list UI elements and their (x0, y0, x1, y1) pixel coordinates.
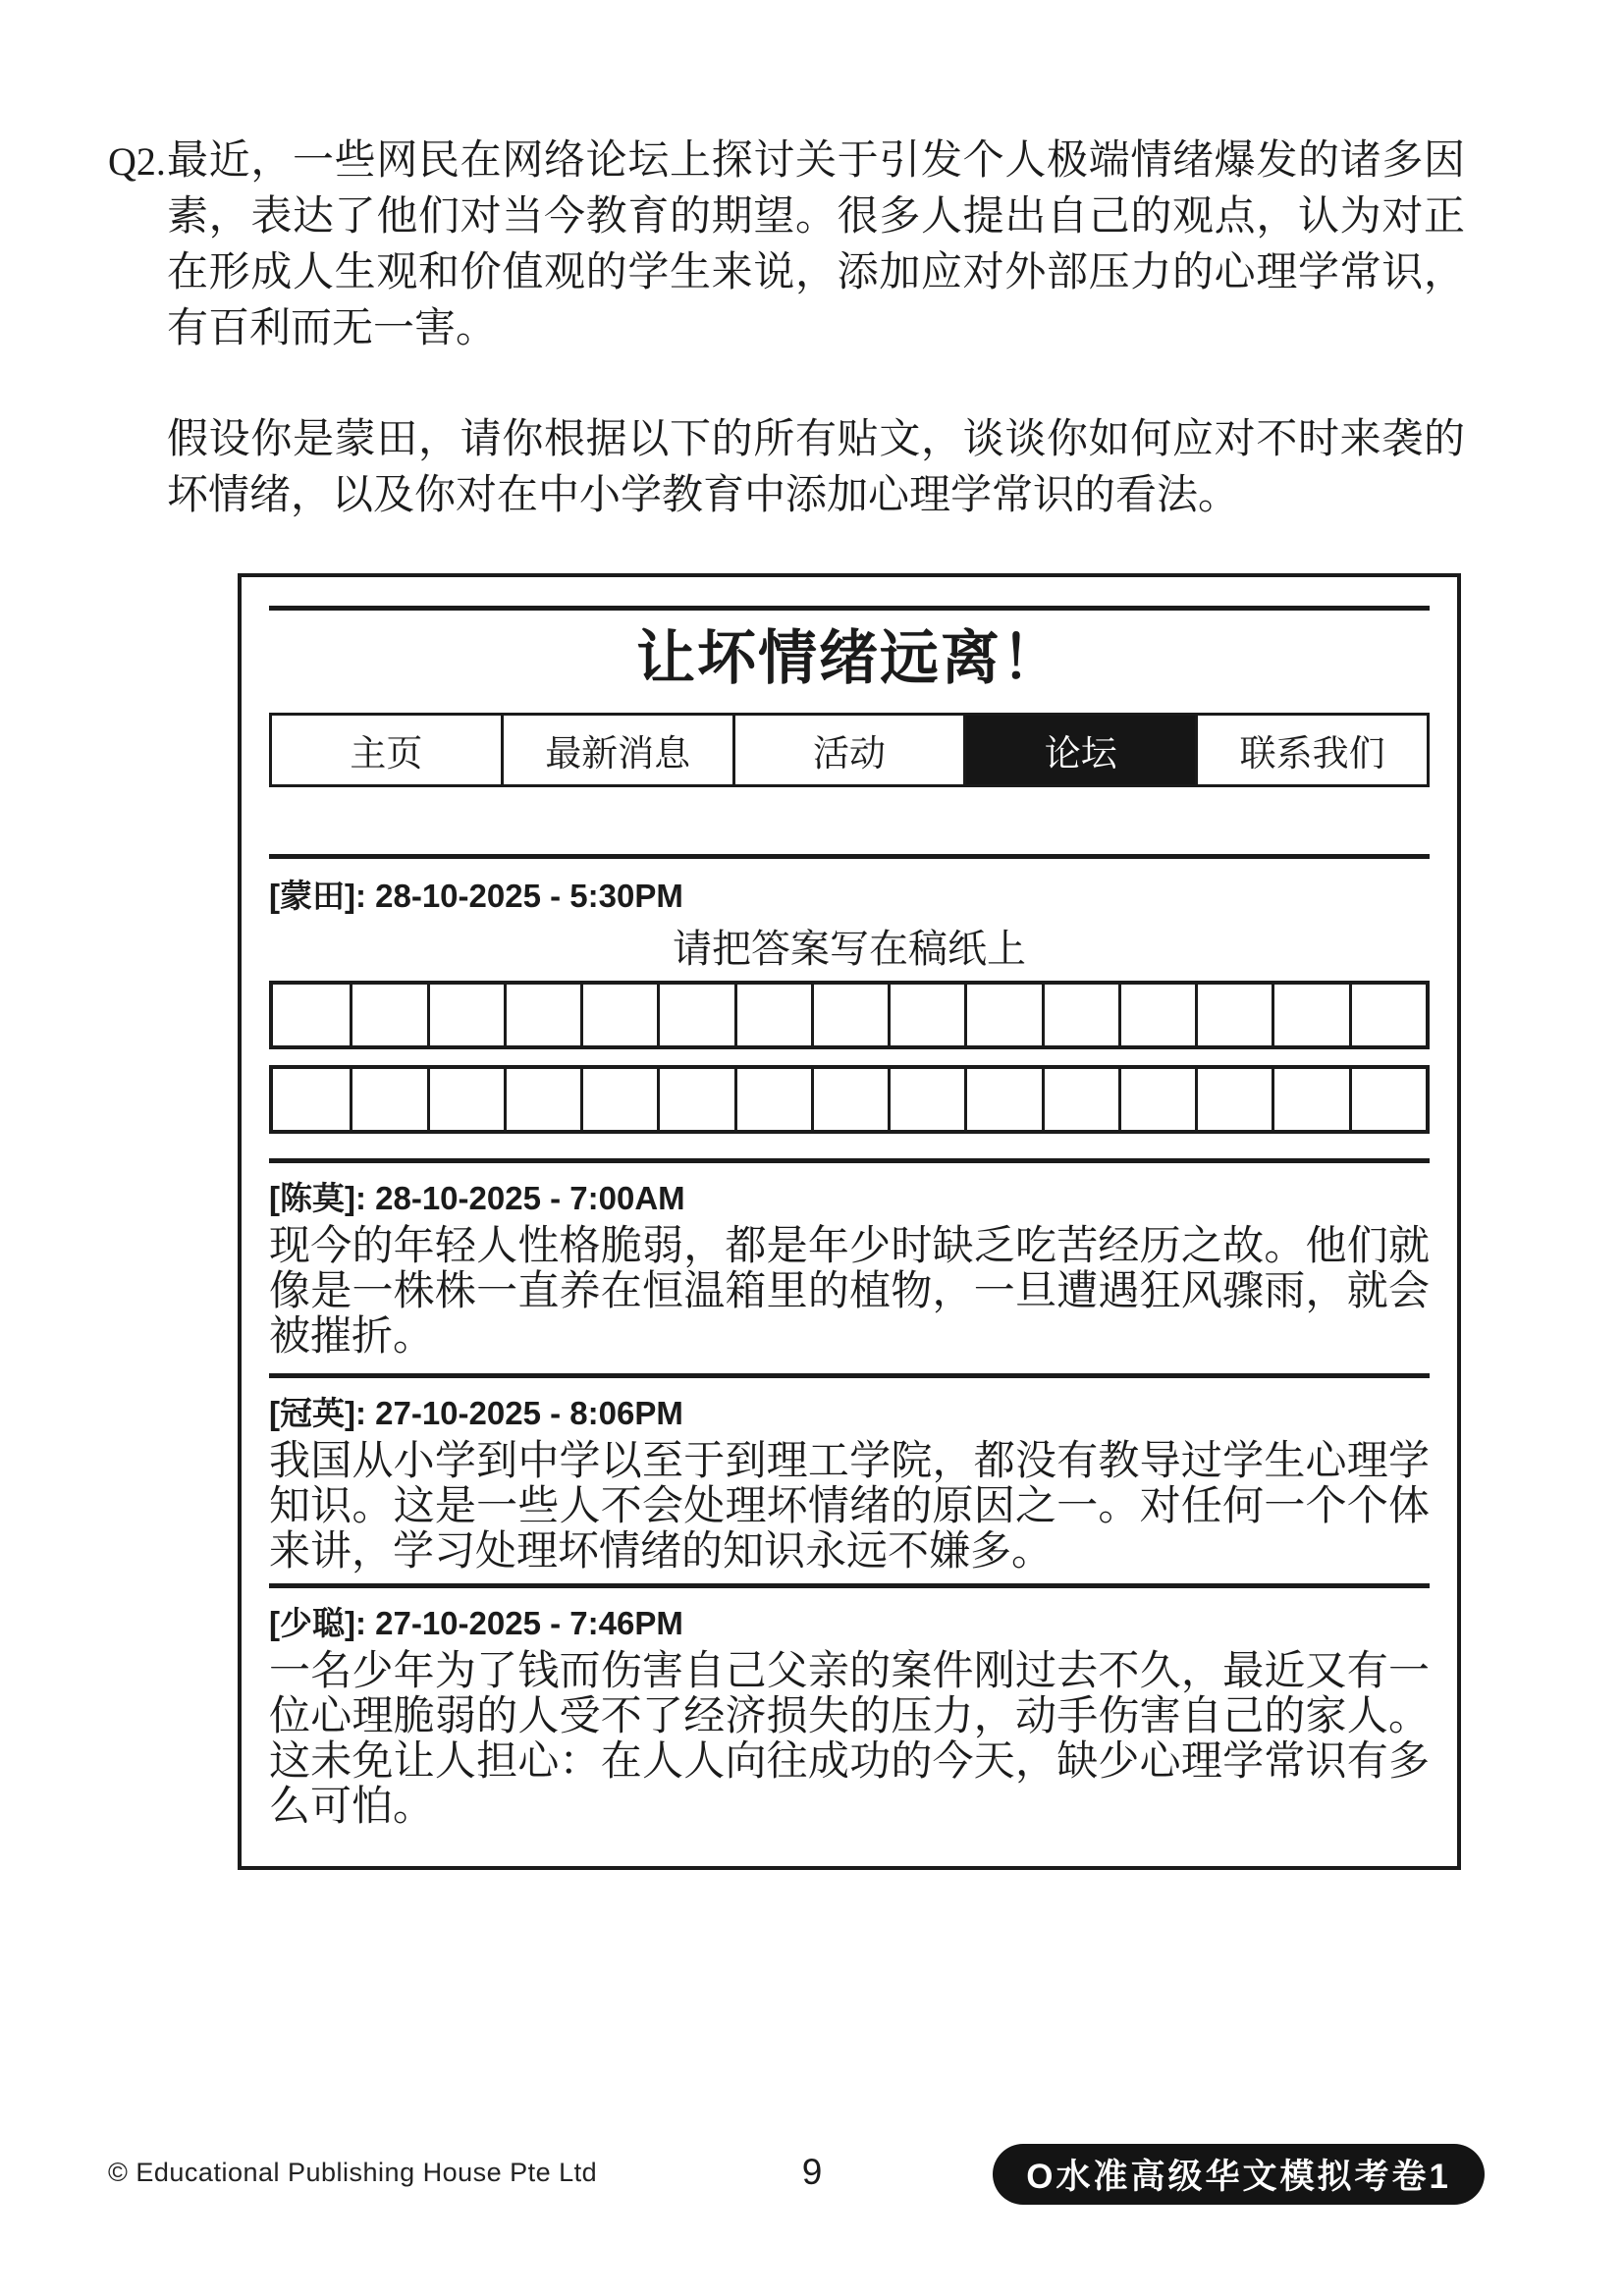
answer-cell (657, 1069, 733, 1130)
question-paragraph-1: 最近，一些网民在网络论坛上探讨关于引发个人极端情绪爆发的诸多因素，表达了他们对当今教育的期望。很多人提出自己的观点，认为对正在形成人生观和价值观的学生来说，添加应对外部压力的心理学常识，有百利而无一害。 (167, 138, 1465, 351)
edition-badge (993, 2144, 1485, 2205)
post-2-divider (269, 1373, 1430, 1378)
answer-cell (504, 1069, 580, 1130)
post-4-body: 一名少年为了钱而伤害自己父亲的案件刚过去不久，最近又有一位心理脆弱的人受不了经济损失的压力，动手伤害自己的家人。这未免让人担心：在人人向往成功的今天，缺少心理学常识有多么可怕。 (269, 1649, 1430, 1830)
answer-cell (350, 985, 426, 1045)
answer-cell (1042, 1069, 1118, 1130)
post-3-header: [冠英]: 27-10-2025 - 8:06PM (269, 1395, 683, 1431)
question-block (108, 133, 1465, 524)
answer-cell (1118, 1069, 1195, 1130)
question-text (167, 133, 1465, 524)
answer-cell (1349, 985, 1426, 1045)
answer-cell (1272, 1069, 1348, 1130)
answer-cell (580, 985, 657, 1045)
post-2-body: 现今的年轻人性格脆弱，都是年少时缺乏吃苦经历之故。他们就像是一株株一直养在恒温箱里的植物，一旦遭遇狂风骤雨，就会被摧折。 (269, 1224, 1430, 1360)
page-number: 9 (801, 2152, 823, 2192)
edition-badge-label: O水准高级华文模拟考卷1 (1026, 2158, 1451, 2196)
nav-tab-forum-active: 论坛 (963, 716, 1195, 784)
forum-box (238, 573, 1461, 1870)
answer-cell (427, 985, 504, 1045)
answer-cell (964, 985, 1041, 1045)
answer-cell (1042, 985, 1118, 1045)
nav-tab-contact-us: 联系我们 (1195, 716, 1427, 784)
answer-grid-row-2 (269, 1065, 1430, 1134)
post-4-header: [少聪]: 27-10-2025 - 7:46PM (269, 1605, 683, 1641)
answer-cell (888, 1069, 964, 1130)
answer-cell (811, 985, 888, 1045)
question-paragraph-2: 假设你是蒙田，请你根据以下的所有贴文，谈谈你如何应对不时来袭的坏情绪，以及你对在中小学教育中添加心理学常识的看法。 (167, 417, 1465, 518)
post-2-header: [陈莫]: 28-10-2025 - 7:00AM (269, 1180, 685, 1216)
post-3-divider (269, 1583, 1430, 1588)
answer-cell (504, 985, 580, 1045)
top-divider (269, 606, 1430, 611)
forum-title: 让坏情绪远离！ (636, 625, 1062, 691)
answer-grid-row-1 (269, 981, 1430, 1049)
nav-tab-latest-news: 最新消息 (501, 716, 732, 784)
answer-cell (811, 1069, 888, 1130)
post-1-header: [蒙田]: 28-10-2025 - 5:30PM (269, 878, 683, 914)
answer-cell (888, 985, 964, 1045)
nav-divider (269, 854, 1430, 859)
forum-nav-bar (269, 713, 1430, 787)
post-1-divider (269, 1158, 1430, 1163)
answer-cell (1195, 985, 1272, 1045)
answer-cell (427, 1069, 504, 1130)
answer-cell (273, 985, 350, 1045)
post-3-body: 我国从小学到中学以至于到理工学院，都没有教导过学生心理学知识。这是一些人不会处理坏情绪的原因之一。对任何一个个体来讲，学习处理坏情绪的知识永远不嫌多。 (269, 1439, 1430, 1575)
answer-cell (1349, 1069, 1426, 1130)
answer-cell (273, 1069, 350, 1130)
answer-cell (734, 985, 811, 1045)
question-number: Q2. (108, 139, 166, 184)
nav-tab-home: 主页 (272, 716, 501, 784)
answer-cell (1272, 985, 1348, 1045)
answer-cell (350, 1069, 426, 1130)
answer-cell (580, 1069, 657, 1130)
footer-copyright: © Educational Publishing House Pte Ltd (108, 2158, 598, 2187)
post-1-note: 请把答案写在稿纸上 (673, 927, 1026, 971)
answer-cell (657, 985, 733, 1045)
answer-cell (1118, 985, 1195, 1045)
answer-cell (734, 1069, 811, 1130)
answer-cell (964, 1069, 1041, 1130)
nav-tab-activities: 活动 (732, 716, 964, 784)
answer-cell (1195, 1069, 1272, 1130)
